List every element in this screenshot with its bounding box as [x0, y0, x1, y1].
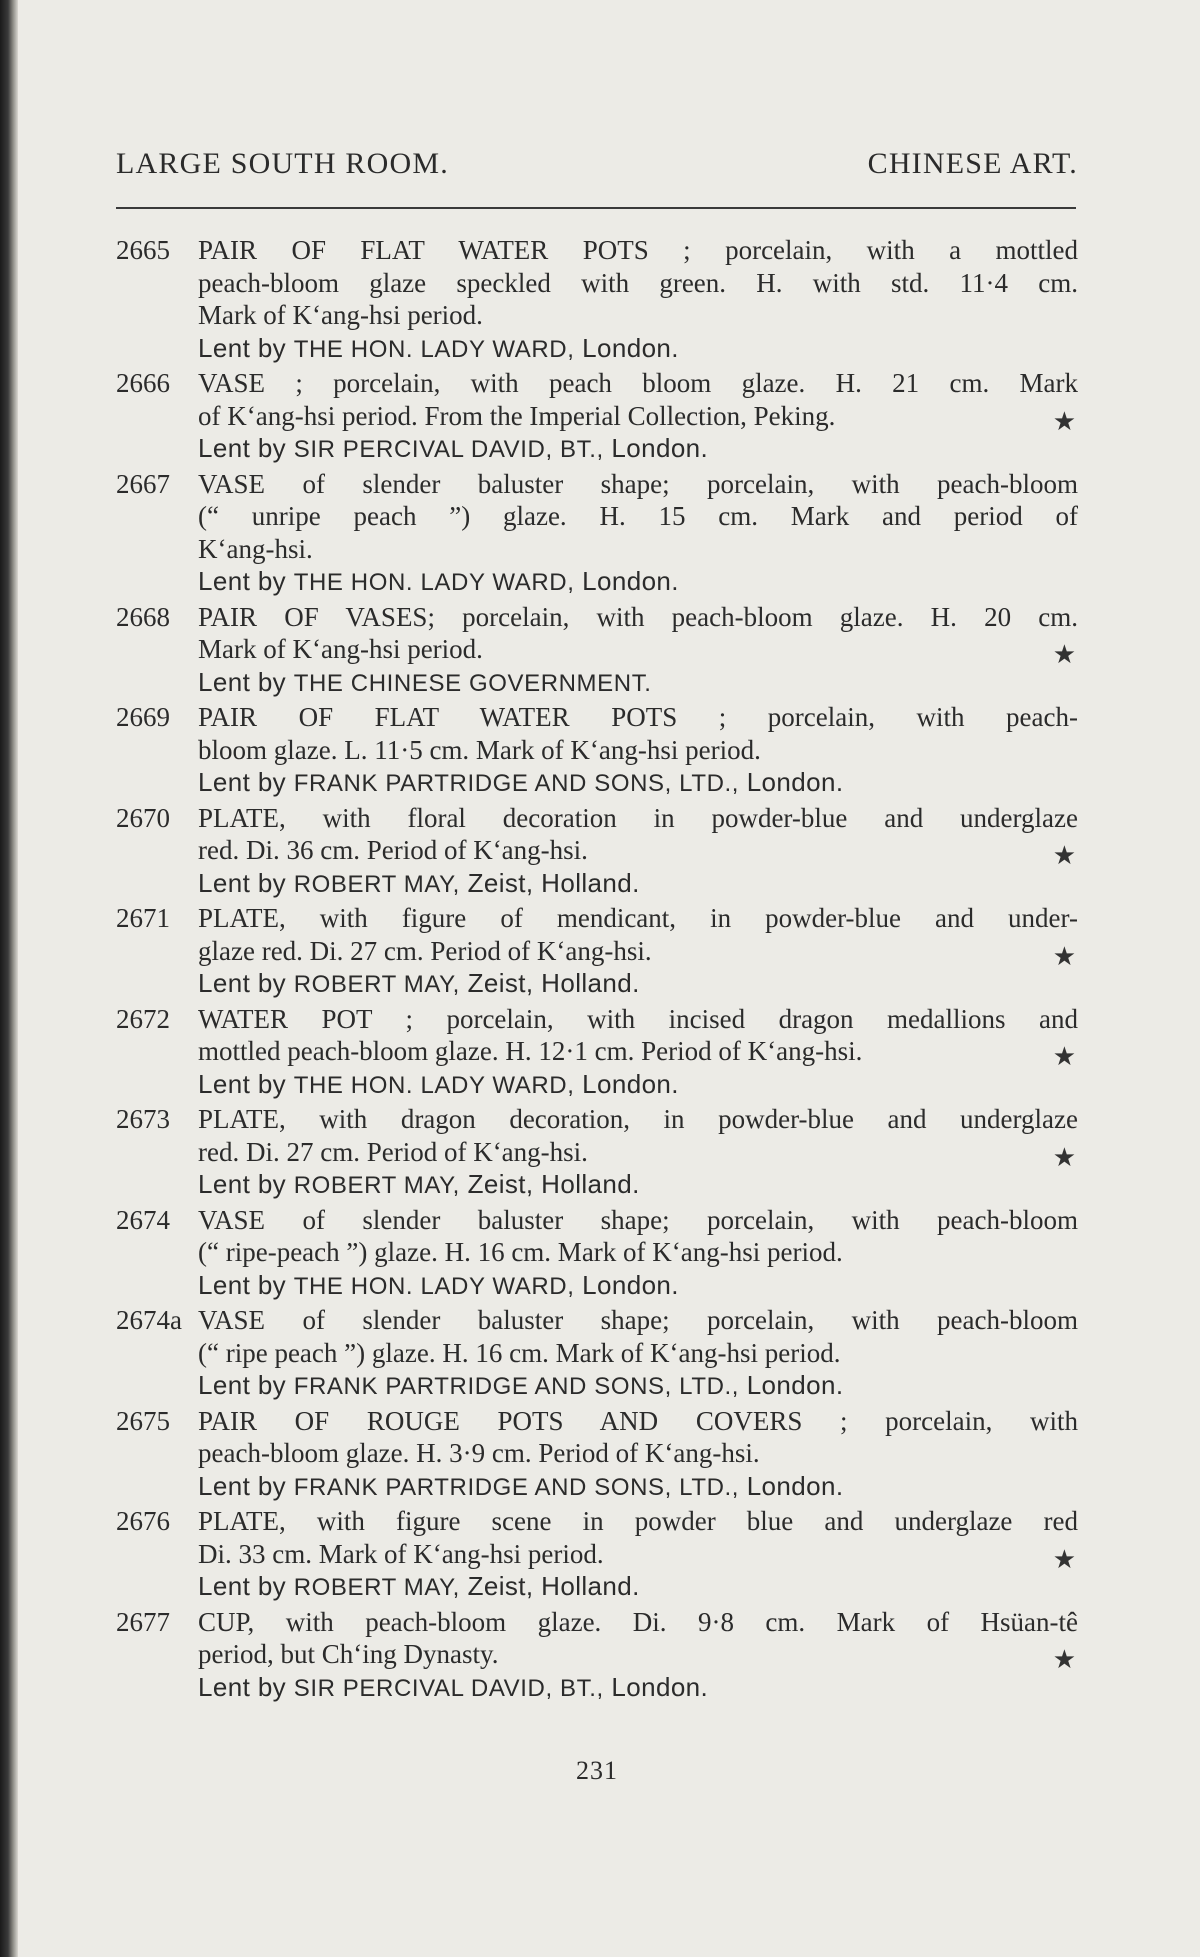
- entry-description: [198, 1204, 1078, 1304]
- lender-name: FRANK PARTRIDGE AND SONS, LTD.,: [293, 1373, 740, 1400]
- lender-place: London.: [611, 433, 709, 463]
- description-line: Mark of K‘ang-hsi period.: [198, 300, 483, 330]
- description-line: VASE ; porcelain, with peach bloom glaze. H. 21 cm. Mark: [198, 368, 1078, 398]
- description-line: VASE of slender baluster shape; porcelain, with peach-bloom: [198, 1204, 1078, 1235]
- entry-number: 2677: [116, 1606, 170, 1637]
- description-line: Di. 33 cm. Mark of K‘ang-hsi period.: [198, 1538, 604, 1569]
- entry-number: 2675: [116, 1405, 170, 1436]
- entry-number: 2672: [116, 1003, 170, 1034]
- entry-number: 2669: [116, 702, 170, 732]
- description-line: WATER POT ; porcelain, with incised dragon medallions and: [198, 1003, 1078, 1034]
- lent-by-label: Lent by: [198, 433, 287, 463]
- description-line: (“ unripe peach ”) glaze. H. 15 cm. Mark and period of: [198, 501, 1078, 531]
- entry-number: 2668: [116, 601, 170, 632]
- lent-by-label: Lent by: [198, 968, 287, 998]
- star-icon: ★: [1052, 841, 1076, 870]
- lent-by-label: Lent by: [198, 332, 287, 363]
- description-line: CUP, with peach-bloom glaze. Di. 9·8 cm. Mark of Hsüan-tê: [198, 1606, 1078, 1637]
- description-line: red. Di. 27 cm. Period of K‘ang-hsi.: [198, 1136, 588, 1167]
- description-line: VASE of slender baluster shape; porcelain, with peach-bloom: [198, 1305, 1078, 1335]
- lent-by-label: Lent by: [198, 1269, 287, 1300]
- lender-line: [198, 1570, 1078, 1605]
- catalogue-entry: [116, 468, 1078, 600]
- catalogue-entries: [116, 234, 1078, 1706]
- lender-name: FRANK PARTRIDGE AND SONS, LTD.,: [293, 770, 740, 797]
- catalogue-entry: [116, 601, 1078, 701]
- star-icon: ★: [1052, 1042, 1076, 1071]
- running-head-right: CHINESE ART.: [867, 147, 1078, 180]
- star-icon: ★: [1052, 1645, 1076, 1674]
- lender-name: THE HON. LADY WARD,: [293, 1071, 575, 1099]
- entry-description: [198, 1003, 1078, 1103]
- entry-description: [198, 1405, 1078, 1505]
- description-line: of K‘ang-hsi period. From the Imperial Collection, Peking.: [198, 400, 836, 431]
- running-head: [116, 147, 1078, 187]
- entry-number: 2671: [116, 903, 170, 933]
- lent-by-label: Lent by: [198, 1068, 287, 1099]
- lender-place: Zeist, Holland.: [467, 1169, 640, 1199]
- catalogue-entry: [116, 367, 1078, 467]
- star-icon: ★: [1052, 406, 1076, 436]
- description-line: red. Di. 36 cm. Period of K‘ang-hsi.: [198, 835, 588, 865]
- description-line: peach-bloom glaze. H. 3·9 cm. Period of K‘ang-hsi.: [198, 1438, 760, 1468]
- description-line: PAIR OF VASES; porcelain, with peach-bloom glaze. H. 20 cm.: [198, 601, 1078, 632]
- entry-description: [198, 367, 1078, 467]
- lender-place: London.: [611, 1671, 709, 1702]
- description-line: PLATE, with floral decoration in powder-blue and underglaze: [198, 802, 1078, 833]
- lender-name: SIR PERCIVAL DAVID, BT.,: [293, 1674, 604, 1702]
- entry-description: [198, 601, 1078, 701]
- lender-name: SIR PERCIVAL DAVID, BT.,: [293, 436, 604, 463]
- lender-line: [198, 1168, 1078, 1203]
- description-line: PLATE, with figure of mendicant, in powder-blue and under-: [198, 903, 1078, 933]
- entry-number: 2673: [116, 1104, 170, 1134]
- description-line: glaze red. Di. 27 cm. Period of K‘ang-hsi.: [198, 935, 652, 966]
- lender-place: London.: [582, 332, 679, 363]
- lender-name: ROBERT MAY,: [293, 870, 460, 898]
- entry-description: [198, 701, 1078, 801]
- catalogue-entry: [116, 701, 1078, 801]
- page-number: 231: [576, 1756, 618, 1785]
- description-line: mottled peach-bloom glaze. H. 12·1 cm. Period of K‘ang-hsi.: [198, 1036, 863, 1066]
- lender-line: [198, 1470, 1078, 1505]
- catalogue-entry: [116, 1103, 1078, 1203]
- lender-line: [198, 1068, 1078, 1103]
- entry-number: 2674a: [116, 1305, 182, 1335]
- description-line: VASE of slender baluster shape; porcelain, with peach-bloom: [198, 468, 1078, 499]
- lender-place: London.: [582, 1269, 679, 1300]
- header-rule: [116, 207, 1076, 209]
- catalogue-entry: [116, 902, 1078, 1002]
- description-line: bloom glaze. L. 11·5 cm. Mark of K‘ang-hsi period.: [198, 734, 761, 765]
- description-line: period, but Ch‘ing Dynasty.: [198, 1639, 499, 1669]
- entry-number: 2674: [116, 1204, 170, 1235]
- lender-place: London.: [746, 1370, 844, 1400]
- star-icon: ★: [1052, 640, 1076, 669]
- lent-by-label: Lent by: [198, 1671, 287, 1702]
- lent-by-label: Lent by: [198, 767, 287, 797]
- star-icon: ★: [1052, 1544, 1076, 1574]
- lender-line: [198, 1671, 1078, 1706]
- lender-line: [198, 1269, 1078, 1304]
- entry-number: 2665: [116, 235, 170, 265]
- lender-place: Zeist, Holland.: [467, 867, 640, 898]
- catalogue-entry: [116, 234, 1078, 366]
- lender-name: ROBERT MAY,: [293, 971, 460, 998]
- lender-name: THE CHINESE GOVERNMENT.: [293, 669, 652, 697]
- lender-place: London.: [746, 1470, 844, 1501]
- description-line: K‘ang-hsi.: [198, 533, 313, 564]
- entry-description: [198, 902, 1078, 1002]
- entry-number: 2666: [116, 368, 170, 398]
- description-line: PLATE, with dragon decoration, in powder-blue and underglaze: [198, 1104, 1078, 1134]
- star-icon: ★: [1052, 1142, 1076, 1172]
- lender-place: Zeist, Holland.: [467, 968, 640, 998]
- entry-description: [198, 1304, 1078, 1404]
- entry-description: [198, 802, 1078, 902]
- running-head-left: LARGE SOUTH ROOM.: [116, 147, 449, 180]
- entry-description: [198, 1505, 1078, 1605]
- entry-description: [198, 468, 1078, 600]
- description-line: (“ ripe peach ”) glaze. H. 16 cm. Mark of K‘ang-hsi period.: [198, 1337, 841, 1368]
- catalogue-entry: [116, 1405, 1078, 1505]
- lender-place: London.: [746, 767, 844, 797]
- lender-line: [198, 867, 1078, 902]
- lender-line: [198, 666, 1078, 701]
- description-line: PAIR OF FLAT WATER POTS ; porcelain, with a mottled: [198, 235, 1078, 265]
- description-line: Mark of K‘ang-hsi period.: [198, 634, 483, 664]
- lender-place: London.: [582, 1068, 679, 1099]
- lender-line: [198, 766, 1078, 801]
- catalogue-entry: [116, 1505, 1078, 1605]
- lent-by-label: Lent by: [198, 867, 287, 898]
- lender-line: [198, 332, 1078, 367]
- catalogue-entry: [116, 1204, 1078, 1304]
- description-line: (“ ripe-peach ”) glaze. H. 16 cm. Mark of K‘ang-hsi period.: [198, 1237, 843, 1267]
- entry-description: [198, 1103, 1078, 1203]
- catalogue-entry: [116, 802, 1078, 902]
- lender-name: THE HON. LADY WARD,: [293, 1272, 575, 1300]
- entry-description: [198, 1606, 1078, 1706]
- catalogue-entry: [116, 1606, 1078, 1706]
- entry-number: 2670: [116, 802, 170, 833]
- catalogue-page: [116, 0, 1078, 1957]
- star-icon: ★: [1052, 941, 1076, 971]
- entry-number: 2667: [116, 468, 170, 499]
- lender-name: ROBERT MAY,: [293, 1574, 460, 1601]
- lender-place: London.: [582, 566, 679, 596]
- lender-line: [198, 565, 1078, 600]
- lent-by-label: Lent by: [198, 1571, 287, 1601]
- catalogue-entry: [116, 1304, 1078, 1404]
- entry-description: [198, 234, 1078, 366]
- lent-by-label: Lent by: [198, 1169, 287, 1199]
- description-line: peach-bloom glaze speckled with green. H. with std. 11·4 cm.: [198, 267, 1078, 298]
- entry-number: 2676: [116, 1506, 170, 1536]
- catalogue-entry: [116, 1003, 1078, 1103]
- lent-by-label: Lent by: [198, 566, 287, 596]
- lender-line: [198, 967, 1078, 1002]
- description-line: PAIR OF ROUGE POTS AND COVERS ; porcelain, with: [198, 1405, 1078, 1436]
- description-line: PAIR OF FLAT WATER POTS ; porcelain, with peach-: [198, 702, 1078, 732]
- lender-name: ROBERT MAY,: [293, 1172, 460, 1199]
- lender-line: [198, 432, 1078, 467]
- lent-by-label: Lent by: [198, 1370, 287, 1400]
- lender-name: THE HON. LADY WARD,: [293, 335, 575, 363]
- lender-place: Zeist, Holland.: [467, 1571, 640, 1601]
- lender-line: [198, 1369, 1078, 1404]
- lender-name: FRANK PARTRIDGE AND SONS, LTD.,: [293, 1473, 740, 1501]
- lender-name: THE HON. LADY WARD,: [293, 569, 575, 596]
- lent-by-label: Lent by: [198, 666, 287, 697]
- lent-by-label: Lent by: [198, 1470, 287, 1501]
- description-line: PLATE, with figure scene in powder blue and underglaze red: [198, 1506, 1078, 1536]
- book-spine-shadow: [0, 0, 18, 1957]
